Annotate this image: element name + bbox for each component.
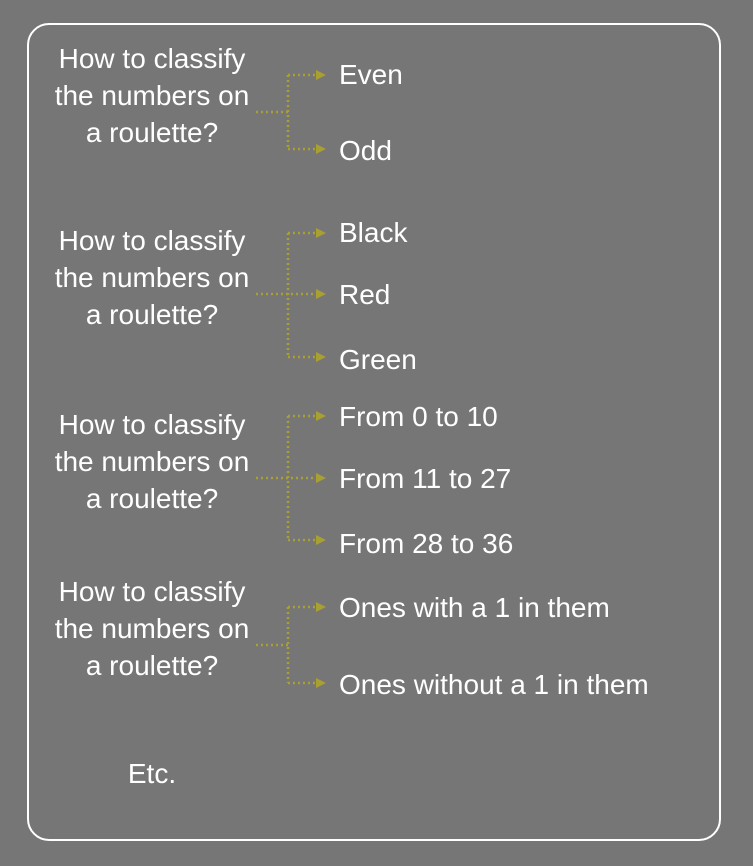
group-2-option-3: Green bbox=[339, 344, 417, 375]
group-4-option-2: Ones without a 1 in them bbox=[339, 669, 649, 700]
group-4-question: How to classify the numbers on a roulette? bbox=[54, 576, 250, 681]
group-1-question: How to classify the numbers on a roulette? bbox=[54, 43, 250, 148]
group-2-option-1: Black bbox=[339, 217, 408, 248]
arrow-head-icon bbox=[316, 70, 326, 80]
group-3-question: How to classify the numbers on a roulette? bbox=[54, 409, 250, 514]
arrow-head-icon bbox=[316, 535, 326, 545]
etc-label: Etc. bbox=[127, 758, 177, 789]
arrow-head-icon bbox=[316, 144, 326, 154]
group-4-option-1: Ones with a 1 in them bbox=[339, 592, 610, 623]
group-2-question: How to classify the numbers on a roulette? bbox=[54, 225, 250, 330]
group-1-connector bbox=[256, 70, 326, 154]
group-1-option-2: Odd bbox=[339, 135, 392, 166]
arrow-head-icon bbox=[316, 473, 326, 483]
group-3-connector bbox=[256, 411, 326, 545]
group-4-connector bbox=[256, 602, 326, 688]
arrow-head-icon bbox=[316, 411, 326, 421]
group-2-option-2: Red bbox=[339, 279, 391, 310]
arrow-head-icon bbox=[316, 678, 326, 688]
group-1-option-1: Even bbox=[339, 59, 403, 90]
arrow-head-icon bbox=[316, 289, 326, 299]
group-3-option-1: From 0 to 10 bbox=[339, 401, 498, 432]
arrow-head-icon bbox=[316, 352, 326, 362]
group-2-connector bbox=[256, 228, 326, 362]
group-3-option-2: From 11 to 27 bbox=[339, 463, 512, 494]
group-3-option-3: From 28 to 36 bbox=[339, 528, 514, 559]
arrow-head-icon bbox=[316, 602, 326, 612]
arrow-head-icon bbox=[316, 228, 326, 238]
